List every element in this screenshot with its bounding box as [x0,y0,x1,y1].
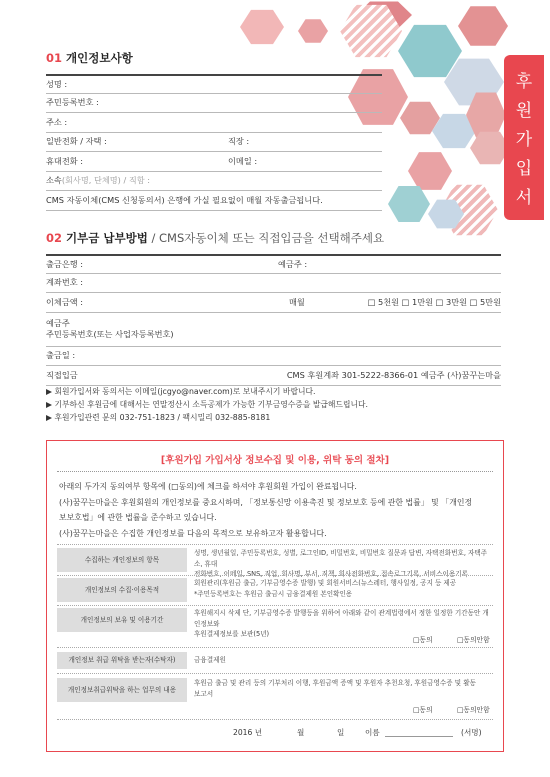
bank-row[interactable] [46,254,501,274]
consent-row-line: 회원관리(후원금 출금, 기부금영수증 발행) 및 회원서비스(뉴스레터, 행사일정, 공지 등 제공 [194,579,457,587]
date-label: 출금일 : [46,350,76,361]
name-row[interactable] [46,74,382,94]
phone-row[interactable] [46,133,382,153]
consent-row-line: 보고서 [194,689,214,698]
note-item: ▶ 후원가입관련 문의 032-751-1823 / 팩시밀리 032-885-8181 [46,413,271,422]
consent-row [57,578,493,602]
intro-line: (사)꿈꾸는마을은 후원회원의 개인정보를 중요시하며, 「정보통신망 이용촉진 및 정보보호 등에 관한 법률」 및 「개인정 [59,497,473,507]
consent-title: [후원가입 가입서상 정보수집 및 이용, 위탁 동의 절차] [160,455,390,466]
consent-row-label: 개인정보의 수집·이용목적 [57,578,187,602]
divider [57,719,493,720]
side-tab-char: 가 [515,130,533,150]
section1-number: 01 [46,51,63,65]
monthly-label: 매월 [289,296,305,307]
address-row[interactable] [46,113,382,133]
intro-line: 보보호법」에 관한 법률을 준수하고 있습니다. [59,513,217,522]
consent-row-label: 개인정보취급위탁을 하는 업무의 내용 [57,678,187,702]
consent-row-label: 수집하는 개인정보의 항목 [57,548,187,572]
hexagon-decoration [388,184,430,224]
payment-form [46,254,501,386]
notes [46,385,368,424]
depositor-id-label: 주민등록번호(또는 사업자등록번호) [46,329,174,339]
account-label: 계좌번호 : [46,277,83,288]
note-item: ▶ 기부하신 후원금에 대해서는 연말정산시 소득공제가 가능한 기부금영수증을 발급해드립니다. [46,400,369,409]
intro-line: 아래의 두가지 동의여부 항목에 (□동의)에 체크를 하셔야 후원회원 가입이 완료됩니다. [59,482,357,491]
divider [57,544,493,545]
direct-row[interactable] [46,366,501,386]
mobile-label: 휴대전화 : [46,155,83,166]
consent-row-text [194,655,493,666]
consent-intro [59,479,493,541]
agree-checkbox[interactable]: □동의 [413,636,433,644]
consent-row [57,652,493,669]
side-tab-char: 서 [515,188,533,208]
consent-row [57,608,493,638]
sign-name-field[interactable] [385,727,453,737]
section2-title [46,230,384,246]
name-label: 성명 : [46,78,68,89]
divider [57,575,493,576]
sign-year: 2016 년 [233,728,263,737]
section1-heading: 개인정보사항 [66,51,133,65]
divider [57,471,493,472]
disagree-checkbox[interactable]: □동의안함 [457,706,490,714]
phone-label: 일반전화 / 자택 : [46,136,107,147]
side-tab-char: 입 [515,159,533,179]
hexagon-decoration [458,4,508,48]
depositor-row[interactable] [46,313,501,347]
disagree-checkbox[interactable]: □동의안함 [457,636,490,644]
account-row[interactable] [46,274,501,294]
side-tab-char: 후 [515,72,533,92]
hexagon-decoration [298,18,328,44]
direct-account-info: CMS 후원계좌 301-5222-8366-01 예금주 (사)꿈꾸는마을 [286,369,501,380]
consent-row-line: 후원결제정보를 보관(5년) [194,630,270,638]
depositor-label: 예금주 [46,318,70,328]
note-item: ▶ 회원가입서와 동의서는 이메일(jcgyo@naver.com)로 보내주시기 바랍니다. [46,387,316,396]
consent-row-line: 성명, 생년월일, 주민등록번호, 성별, 로그인ID, 비밀번호, 비밀번호 질문과 답변, 자택전화번호, 자택주소, 휴대 [194,549,488,568]
consent-row-line: 금융결제원 [194,656,226,664]
consent-row-line: *주민등록번호는 후원금 출금시 금융결제원 본인확인용 [194,589,353,598]
consent-row-text [194,678,493,699]
consent-row-line: 전화번호, 이메일, SNS, 직업, 회사명, 부서, 직책, 회사전화번호, 접속로그기록, 서비스이용기록 [194,570,468,578]
address-label: 주소 : [46,116,68,127]
rrn-row[interactable] [46,94,382,114]
bank-label: 출금은행 : [46,258,83,269]
consent-row-line: 후원해지시 삭제 단, 기부금영수증 발행등을 위하여 아래와 같이 관계법령에서 정한 일정한 기간동안 개인정보와 [194,609,489,628]
holder-label: 예금주 : [278,258,308,269]
work-label: 직장 : [228,136,250,147]
section2-number: 02 [46,231,63,245]
agree-checkbox[interactable]: □동의 [413,706,433,714]
intro-line: (사)꿈꾸는마을은 수집한 개인정보를 다음의 목적으로 보유하고자 활용합니다. [59,528,327,538]
affiliation-row[interactable] [46,172,382,192]
sign-month: 월 [297,728,305,737]
amount-label: 이체금액 : [46,296,83,307]
rrn-label: 주민등록번호 : [46,97,99,108]
section2-heading: 기부금 납부방법 [66,231,148,245]
consent-row [57,548,493,578]
email-label: 이메일 : [228,155,258,166]
date-row[interactable] [46,347,501,367]
divider [57,673,493,674]
section2-subtitle: / CMS자동이체 또는 직접입금을 선택해주세요 [147,231,385,245]
consent-row-line: 후원금 출금 및 관리 등의 기부처리 이행, 후원금액 증액 및 후원자 추천요청, 후원금영수증 및 활동 [194,679,476,687]
cms-note: CMS 자동이체(CMS 신청동의서) 은행에 가실 필요없이 매월 자동출금됩니다. [46,194,323,205]
sign-seal: (서명) [461,728,482,737]
consent-row-text [194,578,493,599]
divider [57,647,493,648]
divider [57,605,493,606]
amount-options[interactable]: □ 5천원 □ 1만원 □ 3만원 □ 5만원 [367,296,501,307]
affiliation-label: 소속 [46,175,62,186]
side-tab-char: 원 [515,101,533,121]
cms-note-row [46,191,382,211]
consent-box [46,440,504,752]
sign-name-label: 이름 [365,728,380,737]
sign-day: 일 [337,728,345,737]
consent-row-label: 개인정보의 보유 및 이용기간 [57,608,187,632]
mobile-row[interactable] [46,152,382,172]
consent-row-label: 개인정보 취급 위탁을 받는자(수탁자) [57,652,187,669]
direct-label: 직접입금 [46,369,78,380]
section1-title [46,50,133,66]
personal-info-form [46,74,382,211]
hexagon-decoration [408,150,452,192]
amount-row[interactable] [46,293,501,313]
side-tab [504,55,544,220]
hexagon-decoration [240,8,284,46]
consent-row-text [194,608,493,640]
affiliation-hint: (회사명, 단체명) / 직함 : [61,175,151,186]
consent-row [57,678,493,702]
